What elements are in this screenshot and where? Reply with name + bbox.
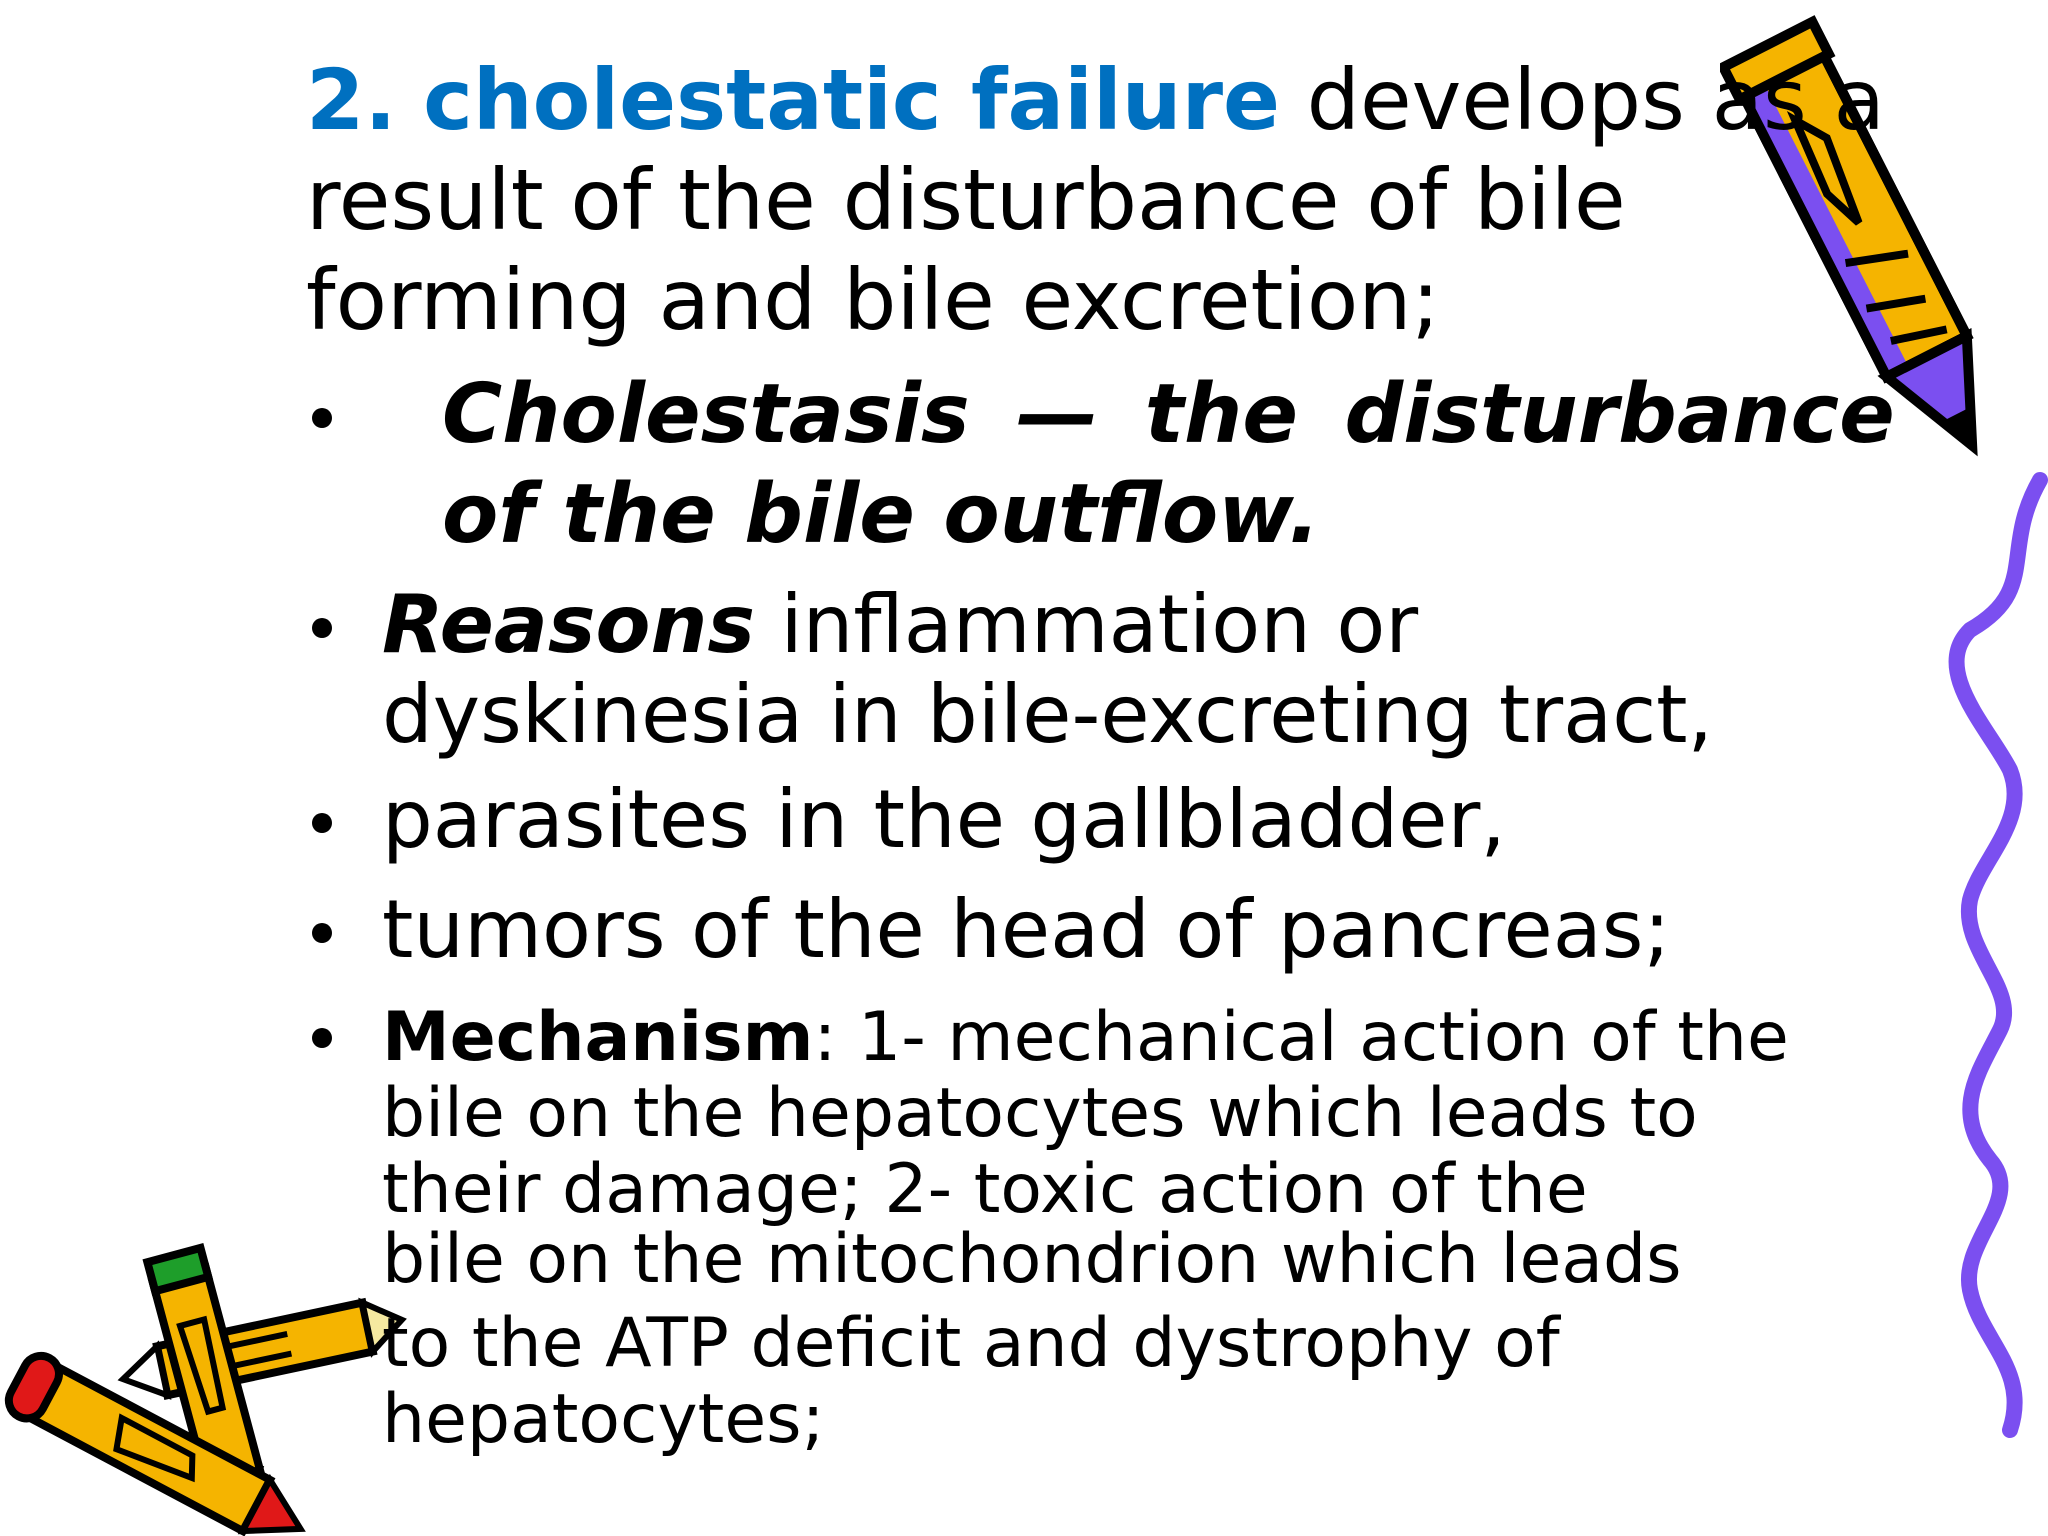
bullet-mechanism-cont: to the ATP deficit and dystrophy of (382, 1304, 1560, 1383)
bullet-reasons-cont: dyskinesia in bile-excreting tract, (382, 668, 1713, 761)
bullet-cholestasis-cont: of the bile outflow. (442, 467, 1320, 562)
heading-number: 2. (306, 51, 397, 149)
heading-line: forming and bile excretion; (306, 251, 1440, 349)
bullet-reasons (382, 580, 1418, 670)
slide-heading (306, 50, 1885, 150)
bullet-dot (312, 1028, 332, 1048)
mechanism-text: : 1- mechanical action of the (813, 998, 1789, 1077)
bullet-dot (312, 408, 332, 428)
bullet-dot (312, 813, 332, 833)
bullet-mechanism-cont: hepatocytes; (382, 1380, 825, 1459)
heading-line: result of the disturbance of bile (306, 151, 1626, 249)
bullet-mechanism-cont: bile on the hepatocytes which leads to (382, 1074, 1698, 1153)
mechanism-label: Mechanism (382, 998, 814, 1077)
reasons-text: inflammation or (780, 578, 1419, 671)
heading-term: cholestatic failure (423, 51, 1280, 149)
bullet-mechanism-cont: their damage; 2- toxic action of the (382, 1150, 1588, 1229)
reasons-label: Reasons (382, 578, 756, 671)
bullet-parasites: parasites in the gallbladder, (382, 773, 1506, 866)
heading-text: develops as a (1306, 51, 1885, 149)
bullet-tumors: tumors of the head of pancreas; (382, 883, 1671, 976)
bullet-cholestasis: Cholestasis — the disturbance (442, 367, 1895, 462)
bullet-dot (312, 618, 332, 638)
bullet-mechanism (382, 1000, 1789, 1076)
bullet-mechanism-cont: bile on the mitochondrion which leads (382, 1220, 1682, 1299)
bullet-dot (312, 923, 332, 943)
